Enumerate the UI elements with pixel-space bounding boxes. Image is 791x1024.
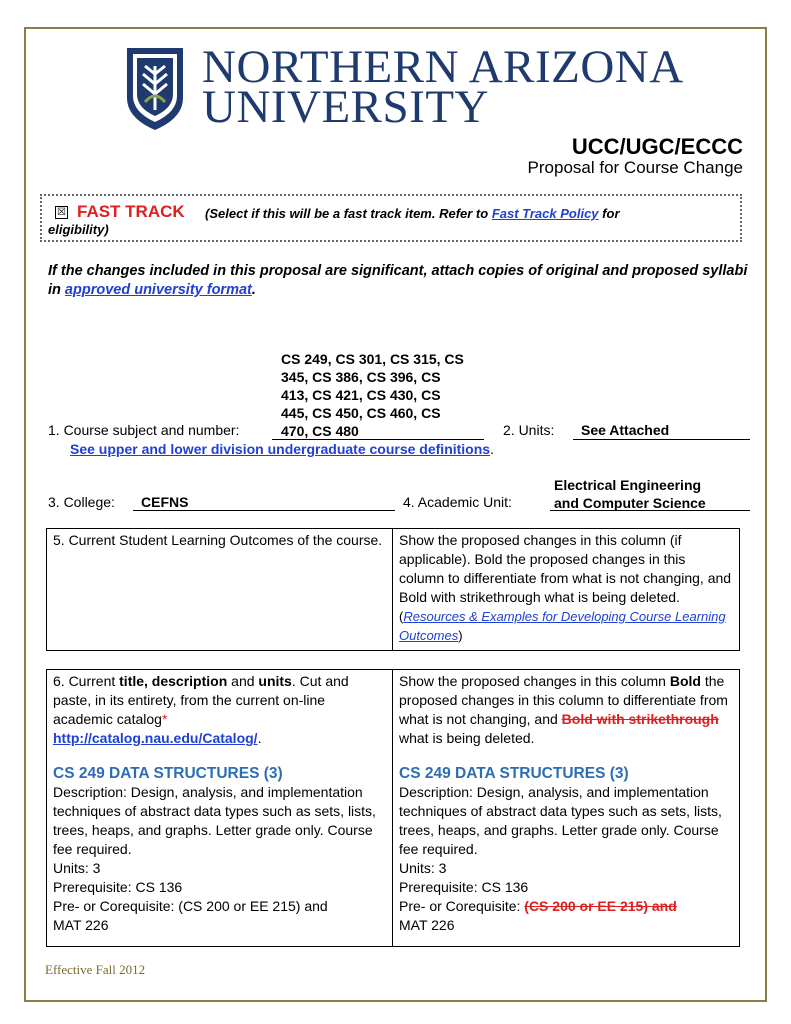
- course-number-underline: [272, 439, 484, 440]
- academic-unit-label: 4. Academic Unit:: [403, 494, 512, 510]
- current-course-title: CS 249 DATA STRUCTURES (3): [53, 765, 283, 782]
- course-numbers-line: 345, CS 386, CS 396, CS: [281, 369, 441, 385]
- instr-part3: . Cut and paste, in its entirety, from the current on-line academic catalog: [53, 673, 349, 727]
- proposed-instr-strike: Bold with strikethrough: [561, 711, 719, 727]
- logo-wordmark-line2: UNIVERSITY: [202, 81, 489, 133]
- fast-track-checkbox[interactable]: ☒: [55, 206, 68, 219]
- instr-bold-title: title, description: [119, 673, 228, 689]
- current-course-prereq: Prerequisite: CS 136: [53, 879, 183, 895]
- instr-part2: and: [231, 673, 255, 689]
- current-catalog-cell[interactable]: [47, 670, 393, 947]
- course-number-label: 1. Course subject and number:: [48, 422, 240, 438]
- coreq-current-value: (CS 200 or EE 215) and: [178, 898, 328, 914]
- instr-part1: 6. Current: [53, 673, 116, 689]
- logo-wordmark-line1: NORTHERN ARIZONA: [202, 41, 684, 93]
- approved-format-link[interactable]: approved university format: [64, 282, 252, 298]
- units-label: 2. Units:: [503, 422, 555, 438]
- proposed-course-description: Description: Design, analysis, and implementation techniques of abstract data types such as sets, lists, trees, heaps, and graphs. Letter grade only. Course fee required.: [399, 784, 722, 857]
- course-numbers-line: CS 249, CS 301, CS 315, CS: [281, 351, 464, 367]
- definitions-row: [70, 441, 494, 457]
- proposed-instr-part2: the proposed changes in this column to differentiate from what is not changing, and: [399, 673, 728, 727]
- catalog-link[interactable]: http://catalog.nau.edu/Catalog/: [53, 730, 258, 746]
- learning-outcomes-resources-link[interactable]: Resources & Examples for Developing Course Learning Outcomes: [399, 609, 726, 643]
- academic-unit-line2: and Computer Science: [554, 495, 706, 511]
- course-numbers-value: [281, 350, 496, 440]
- current-course-coreq: [53, 897, 386, 935]
- coreq-end: MAT 226: [53, 917, 109, 933]
- fast-track-note-line2: eligibility): [48, 222, 109, 237]
- current-course-units: Units: 3: [53, 860, 101, 876]
- units-value: See Attached: [581, 422, 670, 438]
- proposed-coreq-label: Pre- or Corequisite:: [399, 898, 521, 914]
- intro-text: If the changes included in this proposal are significant, attach copies of original and proposed syllabi in: [48, 263, 748, 298]
- proposed-instr-bold: Bold: [669, 673, 701, 689]
- coreq-deleted-value: (CS 200 or EE 215) and: [524, 898, 677, 914]
- nau-shield-logo-icon: [125, 46, 185, 132]
- proposed-catalog-instructions: [399, 672, 733, 748]
- academic-unit-value: [554, 476, 706, 512]
- required-asterisk: *: [161, 711, 168, 727]
- current-outcomes-cell[interactable]: [47, 529, 393, 651]
- college-underline: [133, 510, 395, 511]
- college-value: CEFNS: [141, 494, 189, 510]
- current-course-description: Description: Design, analysis, and implementation techniques of abstract data types such as sets, lists, trees, heaps, and graphs. Letter grade only. Course fee required.: [53, 784, 376, 857]
- definitions-end: .: [490, 441, 494, 457]
- proposed-outcomes-cell[interactable]: [393, 529, 740, 651]
- units-underline: [573, 439, 750, 440]
- proposed-coreq-end: MAT 226: [399, 917, 455, 933]
- college-label: 3. College:: [48, 494, 115, 510]
- proposed-course-prereq: Prerequisite: CS 136: [399, 879, 529, 895]
- course-numbers-line: 413, CS 421, CS 430, CS: [281, 387, 441, 403]
- academic-unit-underline: [550, 510, 750, 511]
- fast-track-note-prefix: (Select if this will be a fast track item. Refer to: [205, 206, 489, 221]
- proposed-course-units: Units: 3: [399, 860, 447, 876]
- academic-unit-line1: Electrical Engineering: [554, 477, 702, 493]
- fast-track-note-suffix: for: [602, 206, 620, 221]
- proposed-instr-part1: Show the proposed changes in this column: [399, 673, 666, 689]
- coreq-label: Pre- or Corequisite:: [53, 898, 175, 914]
- course-numbers-line: 445, CS 450, CS 460, CS: [281, 405, 441, 421]
- outcomes-link-close: ): [458, 628, 463, 643]
- proposed-course-title: CS 249 DATA STRUCTURES (3): [399, 765, 629, 782]
- outcomes-link-open: (: [399, 609, 404, 624]
- current-catalog-instructions: [53, 672, 386, 748]
- instr-bold-units: units: [258, 673, 292, 689]
- fast-track-note: [205, 206, 620, 221]
- intro-instructions: [48, 262, 748, 300]
- proposed-course-coreq: [399, 897, 733, 935]
- committee-title: UCC/UGC/ECCC: [571, 134, 743, 159]
- effective-date-footer: Effective Fall 2012: [45, 962, 146, 977]
- fast-track-label: FAST TRACK: [77, 202, 185, 221]
- proposed-outcomes-instructions: Show the proposed changes in this column (if applicable). Bold the proposed changes in this column to differentiate from what is not changing, and Bold with strikethrough what is being deleted.: [399, 532, 732, 605]
- current-outcomes-instructions: 5. Current Student Learning Outcomes of the course.: [53, 532, 383, 548]
- form-title: Proposal for Course Change: [527, 158, 743, 177]
- course-numbers-line: 470, CS 480: [281, 423, 359, 439]
- proposed-catalog-cell[interactable]: [393, 670, 740, 947]
- learning-outcomes-table: [46, 528, 740, 651]
- catalog-link-end: .: [257, 730, 262, 746]
- catalog-entry-table: [46, 669, 740, 947]
- proposed-instr-part3: what is being deleted.: [399, 730, 535, 746]
- fast-track-policy-link[interactable]: Fast Track Policy: [491, 206, 599, 221]
- course-definitions-link[interactable]: See upper and lower division undergraduate course definitions: [70, 441, 491, 457]
- intro-end: .: [251, 282, 256, 298]
